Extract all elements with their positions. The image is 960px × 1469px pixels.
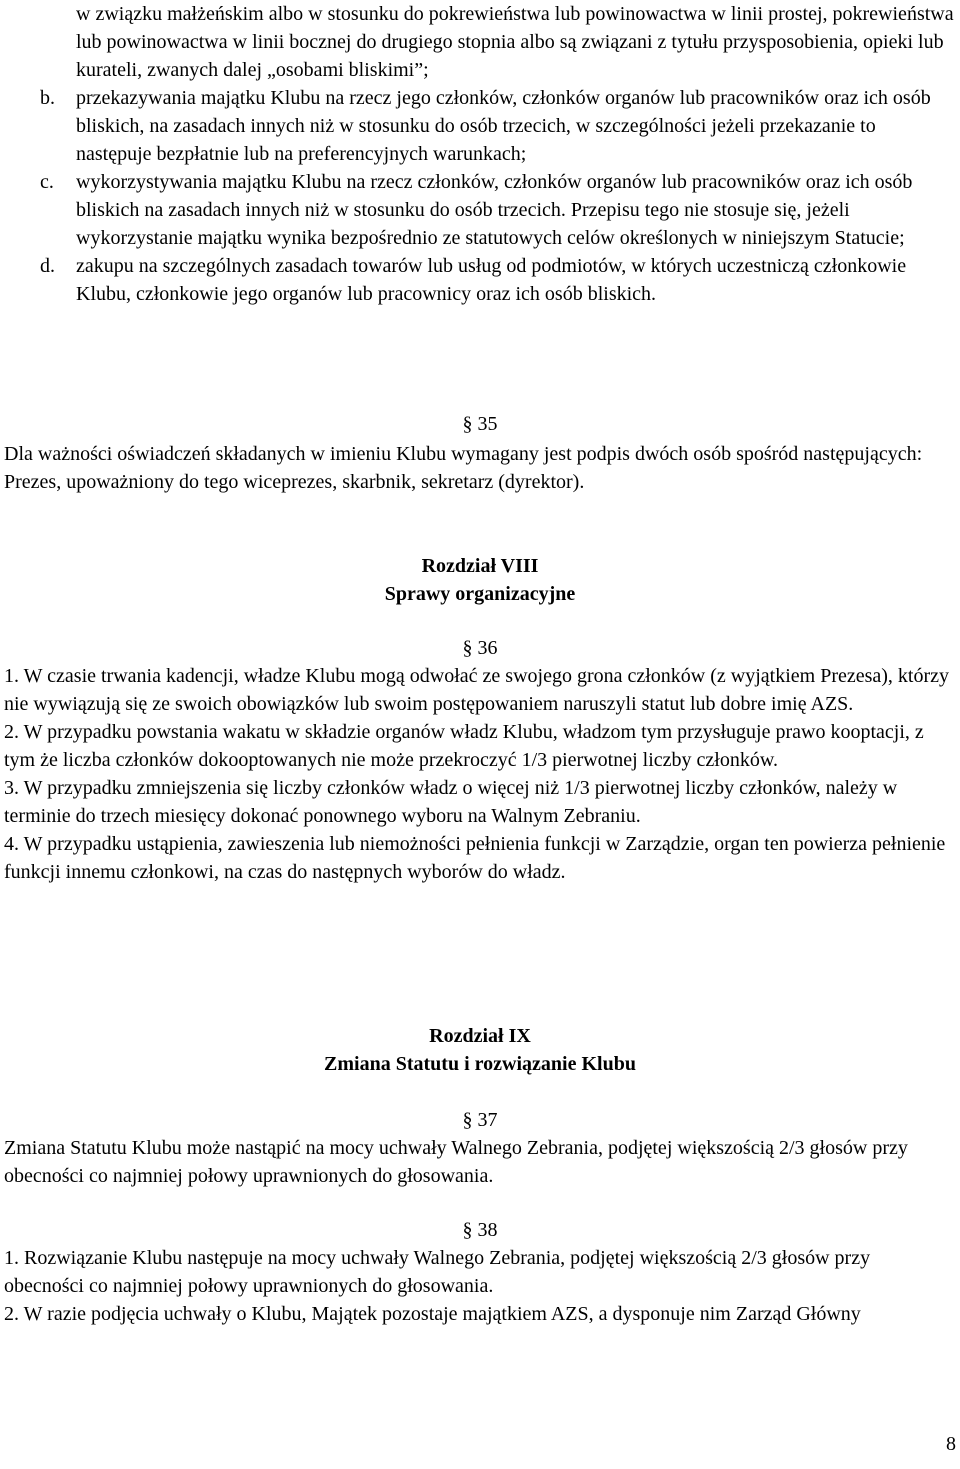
list-text-c: wykorzystywania majątku Klubu na rzecz członków, członków organów lub pracowników oraz ich osób bliskich na zasadach innych niż w stosunku do osób trzecich. Przepisu tego nie stosuje się, jeżeli wykorzystanie majątku wynika bezpośrednio ze statutowych celów określonych w niniejszym Statucie; bbox=[76, 171, 913, 249]
section-36-number: § 36 bbox=[462, 637, 498, 659]
section-38-point-1: 1. Rozwiązanie Klubu następuje na mocy uchwały Walnego Zebrania, podjętej większością 2/3 głosów przy obecności co najmniej połowy uprawnionych do głosowania. bbox=[4, 1247, 871, 1297]
section-36-point-2: 2. W przypadku powstania wakatu w składzie organów władz Klubu, władzom tym przysługuje prawo kooptacji, z tym że liczba członków dokooptowanych nie może przekroczyć 1/3 pierwotnej liczby członków. bbox=[4, 721, 924, 771]
section-36-point-4: 4. W przypadku ustąpienia, zawieszenia lub niemożności pełnienia funkcji w Zarządzie, organ ten powierza pełnienie funkcji innemu członkowi, na czas do następnych wyborów do władz. bbox=[4, 833, 946, 883]
list-marker-b: b. bbox=[40, 87, 55, 109]
list-item-d bbox=[0, 252, 960, 308]
page-number: 8 bbox=[946, 1433, 956, 1455]
chapter-8-title: Rozdział VIII bbox=[421, 555, 539, 577]
list-text-b: przekazywania majątku Klubu na rzecz jego członków, członków organów lub pracowników oraz ich osób bliskich, na zasadach innych niż w stosunku do osób trzecich, w szczególności jeżeli przekazanie to następuje bezpłatnie lub na preferencyjnych warunkach; bbox=[76, 87, 931, 165]
section-38-number: § 38 bbox=[462, 1219, 498, 1241]
section-38-point-2: 2. W razie podjęcia uchwały o Klubu, Majątek pozostaje majątkiem AZS, a dysponuje nim Zarząd Główny bbox=[4, 1303, 861, 1325]
section-36-point-1: 1. W czasie trwania kadencji, władze Klubu mogą odwołać ze swojego grona członków (z wyjątkiem Prezesa), którzy nie wywiązują się ze swoich obowiązków lub swoim postępowaniem naruszyli statut lub dobre imię AZS. bbox=[4, 665, 950, 715]
list-item-b bbox=[0, 84, 960, 168]
list-item-a-continuation: w związku małżeńskim albo w stosunku do pokrewieństwa lub powinowactwa w linii prostej, pokrewieństwa lub powinowactwa w linii bocznej do drugiego stopnia albo są związani z tytułu przysposobienia, opieki lub kurateli, zwanych dalej „osobami bliskimi”; bbox=[76, 3, 954, 81]
section-36-point-3: 3. W przypadku zmniejszenia się liczby członków władz o więcej niż 1/3 pierwotnej liczby członków, należy w terminie do trzech miesięcy dokonać ponownego wyboru na Walnym Zebraniu. bbox=[4, 777, 898, 827]
chapter-9-subtitle: Zmiana Statutu i rozwiązanie Klubu bbox=[324, 1053, 636, 1075]
list-item-c bbox=[0, 168, 960, 252]
section-37-text: Zmiana Statutu Klubu może nastąpić na mocy uchwały Walnego Zebrania, podjętej większością 2/3 głosów przy obecności co najmniej połowy uprawnionych do głosowania. bbox=[4, 1137, 908, 1187]
list-top bbox=[0, 0, 960, 308]
section-37-number: § 37 bbox=[462, 1109, 498, 1131]
section-36-points bbox=[4, 662, 954, 886]
list-text-d: zakupu na szczególnych zasadach towarów lub usług od podmiotów, w których uczestniczą członkowie Klubu, członkowie jego organów lub pracownicy oraz ich osób bliskich. bbox=[76, 255, 907, 305]
section-38-points bbox=[4, 1244, 954, 1328]
section-35-number: § 35 bbox=[462, 413, 498, 435]
list-marker-c: c. bbox=[40, 171, 54, 193]
list-marker-d: d. bbox=[40, 255, 55, 277]
chapter-9-title: Rozdział IX bbox=[429, 1025, 531, 1047]
chapter-8-subtitle: Sprawy organizacyjne bbox=[384, 583, 576, 605]
section-35-text: Dla ważności oświadczeń składanych w imieniu Klubu wymagany jest podpis dwóch osób spośród następujących: Prezes, upoważniony do tego wiceprezes, skarbnik, sekretarz (dyrektor). bbox=[4, 443, 923, 493]
